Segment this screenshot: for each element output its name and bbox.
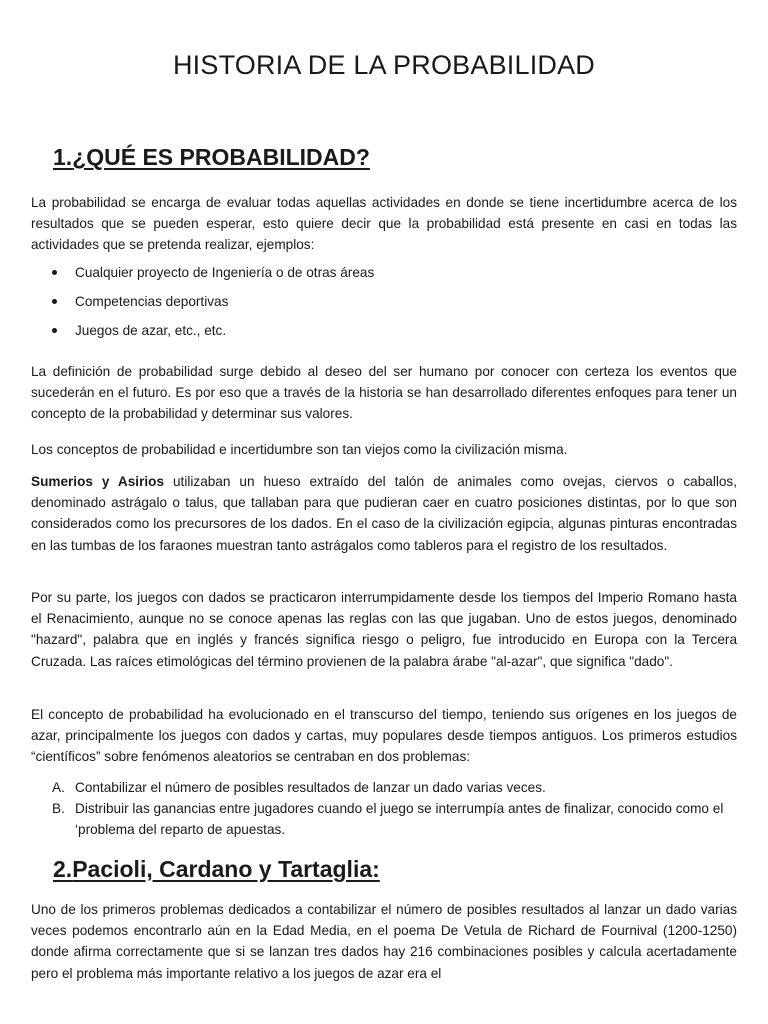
section-1-heading [53, 144, 370, 171]
list-item [31, 798, 737, 840]
paragraph-sumerios [31, 471, 737, 556]
list-marker: A. [52, 780, 65, 795]
section-1-number: 1. [53, 144, 73, 170]
sumerios-text: utilizaban un hueso extraído del talón de animales como ovejas, ciervos o caballos, denominado astrágalo o talus, que tallaban para que pudieran caer en cuatro posiciones distintas, por lo que son considerados como los precursores de los dados. En el caso de la civilización egipcia, algunas pinturas encontradas en las tumbas de los faraones muestran tanto astrágalos como tableros para el registro de los resultados. [31, 474, 737, 553]
paragraph-definition: La definición de probabilidad surge debido al deseo del ser humano por conocer con certeza los eventos que sucederán en el futuro. Es por eso que a través de la historia se han desarrollado diferentes enfoques para tener un concepto de la probabilidad y determinar sus valores. [31, 364, 737, 422]
list-item-text: Distribuir las ganancias entre jugadores cuando el juego se interrumpía antes de finalizar, conocido como el ‘problema del reparto de apuestas. [75, 801, 724, 837]
examples-list [31, 258, 737, 345]
list-item: Competencias deportivas [31, 287, 737, 316]
section-2-heading [53, 856, 380, 883]
paragraph-concepto-evolucion: El concepto de probabilidad ha evolucionado en el transcurso del tiempo, teniendo sus orígenes en los juegos de azar, principalmente los juegos con dados y cartas, muy populares desde tiempos antiguos. Los primeros estudios “científicos” sobre fenómenos aleatorios se centraban en dos problemas: [31, 707, 737, 765]
list-item: Cualquier proyecto de Ingeniería o de otras áreas [31, 258, 737, 287]
section-1-title: ¿QUÉ ES PROBABILIDAD? [72, 144, 370, 170]
list-marker: B. [52, 801, 65, 816]
document-title: HISTORIA DE LA PROBABILIDAD [172, 50, 596, 80]
paragraph-section-2-intro: Uno de los primeros problemas dedicados a contabilizar el número de posibles resultados al lanzar un dado varias veces podemos encontrarlo aún en la Edad Media, en el poema De Vetula de Richard de Fournival (1200-1250) donde afirma correctamente que si se lanzan tres dados hay 216 combinaciones posibles y calcula acertadamente pero el problema más importante relativo a los juegos de azar era el [31, 902, 737, 981]
section-2-number: 2. [53, 856, 73, 882]
section-2-title: Pacioli, Cardano y Tartaglia: [72, 856, 380, 882]
problems-list [31, 777, 737, 840]
paragraph-dados: Por su parte, los juegos con dados se practicaron interrumpidamente desde los tiempos del Imperio Romano hasta el Renacimiento, aunque no se conoce apenas las reglas con las que jugaban. Uno de estos juegos, denominado "hazard", palabra que en inglés y francés significa riesgo o peligro, fue introducido en Europa con la Tercera Cruzada. Las raíces etimológicas del término provienen de la palabra árabe "al-azar", que significa "dado". [31, 590, 737, 669]
section-1-intro: La probabilidad se encarga de evaluar todas aquellas actividades en donde se tiene incertidumbre acerca de los resultados que se pueden esperar, esto quiere decir que la probabilidad está presente en casi en todas las actividades que se pretenda realizar, ejemplos: [31, 195, 737, 253]
list-item-text: Contabilizar el número de posibles resultados de lanzar un dado varias veces. [75, 780, 546, 795]
list-item: Juegos de azar, etc., etc. [31, 316, 737, 345]
list-item [31, 777, 737, 798]
sumerios-bold-text: Sumerios y Asirios [31, 474, 165, 489]
paragraph-concepts: Los conceptos de probabilidad e incertidumbre son tan viejos como la civilización misma. [31, 442, 568, 457]
